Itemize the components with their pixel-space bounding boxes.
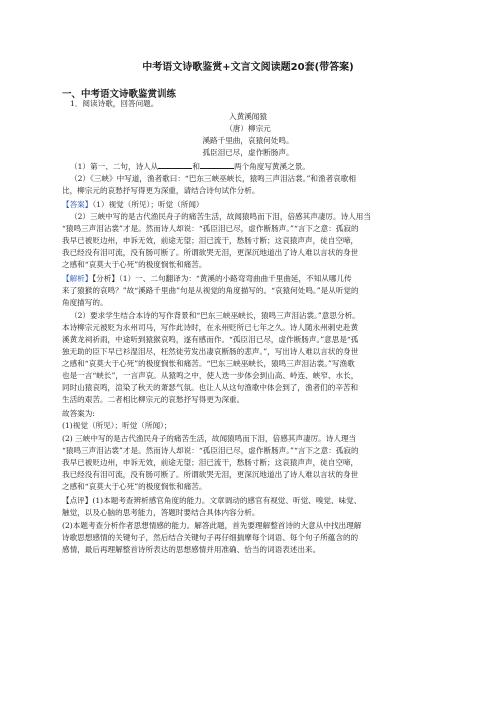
answer-2-line: （2）三峡中写的是古代渔民舟子的痛苦生活，故闻猿鸣而下泪，倍感其声凄厉。诗人用当 xyxy=(70,212,371,221)
analysis-2-line: 独无助的臣下早已衫湿泪尽，枉然徒劳发出凄哀断肠的悲声。”，写出诗人难以言状的身世 xyxy=(62,347,359,356)
subquestion-1-text-a: （1）第一、二句，诗人从 xyxy=(70,162,159,171)
final-answer-2-line: (2) 三峡中写的是古代渔民舟子的痛苦生活，故闻猿鸣而下泪，倍感其声凄厉。诗人理当 xyxy=(62,434,357,443)
comment-1-text: (1)本题考查辨析感官角度的能力。文章调动的感官有视觉、听觉、嗅觉、味觉、 xyxy=(92,496,362,505)
answer-2-line: 之感和“哀莫大于心死”的极度悯怅和痛苦。 xyxy=(62,260,207,269)
subquestion-1-text-c: 两个角度写黄溪之景。 xyxy=(233,162,310,171)
answer-1-text: （1）视觉（所见）；听觉（所闻） xyxy=(92,200,204,209)
final-answer-2-line: “猿鸣三声泪沾裳”才是。然而诗人却说：“孤臣泪已尽，虚作断肠声。”“言下之意：孤寂的 xyxy=(62,446,359,455)
analysis-subtag: 【分析】 xyxy=(92,274,119,283)
answer-2-line: “猿鸣三声泪沾裳”才是。然而诗人却说：“孤臣泪已尽，虚作断肠声。”“言下之意：孤寂的 xyxy=(62,224,359,233)
comment-2-line: 感情，最后再理解整首诗所表达的思想感情并用准确、恰当的词语表述出来。 xyxy=(62,545,321,554)
answer-blank-2 xyxy=(200,161,234,169)
final-answer-label: 故答案为: xyxy=(62,409,95,418)
poem-title: 入黄溪闻猿 xyxy=(229,112,267,121)
subquestion-2-line: 比，柳宗元的哀愁抒写得更为深重，请结合诗句试作分析。 xyxy=(62,186,260,195)
answer-2-line: 我已经没有泪可流，没有肠可断了。所谓欲哭无泪，更深沉地道出了诗人难以言状的身世 xyxy=(62,248,359,257)
poem-author: （唐）柳宗元 xyxy=(225,124,271,133)
subquestion-2-line: （2）《三峡》中写道，渔者歌曰：“巴东三峡巫峡长，猿鸣三声泪沾裳。”和渔者哀歌相 xyxy=(70,174,356,183)
answer-tag: 【答案】 xyxy=(62,200,93,209)
analysis-2-line: 生活的艰苦。二者相比柳宗元的哀愁抒写得更为深重。 xyxy=(62,395,245,404)
analysis-2-line: 溪黄龙祠祈雨，中途听到猿猴哀鸣，遂有感而作。“孤臣泪已尽，虚作断肠声。”意思是“孤 xyxy=(62,335,359,344)
subquestion-1-text-b: 和 xyxy=(192,162,200,171)
final-answer-2-line: 我已经没有泪可流，没有肠可断了。所谓欲哭无泪，更深沉地道出了诗人难以言状的身世 xyxy=(62,470,359,479)
comment-2-line: 诗歌思想感情的关键句子，然后结合关键句子再仔细揣摩每个词语、每个句子所蕴含的的 xyxy=(62,533,359,542)
analysis-1 xyxy=(62,274,442,284)
analysis-2-line: （2）要求学生结合本诗的写作背景和“巴东三峡巫峡长，猿鸣三声泪沾裳。”意思分析。 xyxy=(70,311,360,320)
answer-blank-1 xyxy=(158,161,192,169)
section-heading: 一、中考语文诗歌鉴赏训练 xyxy=(62,89,177,100)
comment-tag: 【点评】 xyxy=(62,496,93,505)
analysis-2-line: 也是一言“峡长”，一言声哀。从猿鸣之中，使人迭一步体会到山高、岭连、峡窄、水长， xyxy=(62,371,359,380)
analysis-1-text: （1）一、二句翻译为：“黄溪的小路弯弯曲曲千里曲延，不知从哪儿传 xyxy=(118,274,352,283)
poem-line-2: 孤臣泪已尽，虚作断肠声。 xyxy=(202,148,294,157)
answer-2-line: 我早已被贬边州，申诉无效，前途无望；泪已流干，愁肠寸断；这哀猿声声，徒自空啼， xyxy=(62,236,359,245)
poem-line-1: 溪路千里曲，哀猿何处鸣。 xyxy=(202,136,294,145)
analysis-2-line: 本诗柳宗元被贬为永州司马，写作此诗时，在永州贬所已七年之久。诗人随永州刺史赴黄 xyxy=(62,323,359,332)
analysis-1-line: 来了猿猴的哀鸣？”故“溪路千里曲”句是从视觉的角度描写的。“哀猿何处鸣。”是从听觉的 xyxy=(62,286,359,295)
question-1: 1．阅读诗歌，回答问题。 xyxy=(70,99,159,108)
final-answer-1: (1)视觉（所见）；听觉（所闻）； xyxy=(62,421,172,430)
analysis-tag: 【解析】 xyxy=(62,274,93,283)
analysis-1-line: 角度描写的。 xyxy=(62,298,108,307)
analysis-2-line: 同时山猿哀鸣，渲染了秋天的萧瑟气氛。也让人从这句渔歌中体会到了，渔者们的辛苦和 xyxy=(62,383,359,392)
comment-1 xyxy=(62,496,442,506)
comment-1-line: 触觉，以及心脑的思考能力，答题时要结合具体内容分析。 xyxy=(62,508,260,517)
final-answer-2-line: 我早已被贬边州，申诉无效，前途无望；泪已流干，愁肠寸断；这哀猿声声，徒自空啼， xyxy=(62,458,359,467)
answer-1 xyxy=(62,200,442,210)
analysis-2-line: 之感和“哀莫大于心死”的极度悯怅和痛苦。“巴东三峡巫峡长，猿鸣三声泪沾裳。”写渔歌 xyxy=(62,359,355,368)
final-answer-2-line: 之感和“哀莫大于心死”的极度悯怅和痛苦。 xyxy=(62,482,207,491)
page-title: 中考语文诗歌鉴赏+文言文阅读题20套(带答案) xyxy=(142,62,354,73)
comment-2-line: (2)本题考查分析作者思想情感的能力。解答此题，首先要理解整首诗的大意从中找出理解 xyxy=(62,521,362,530)
subquestion-1 xyxy=(70,161,450,172)
